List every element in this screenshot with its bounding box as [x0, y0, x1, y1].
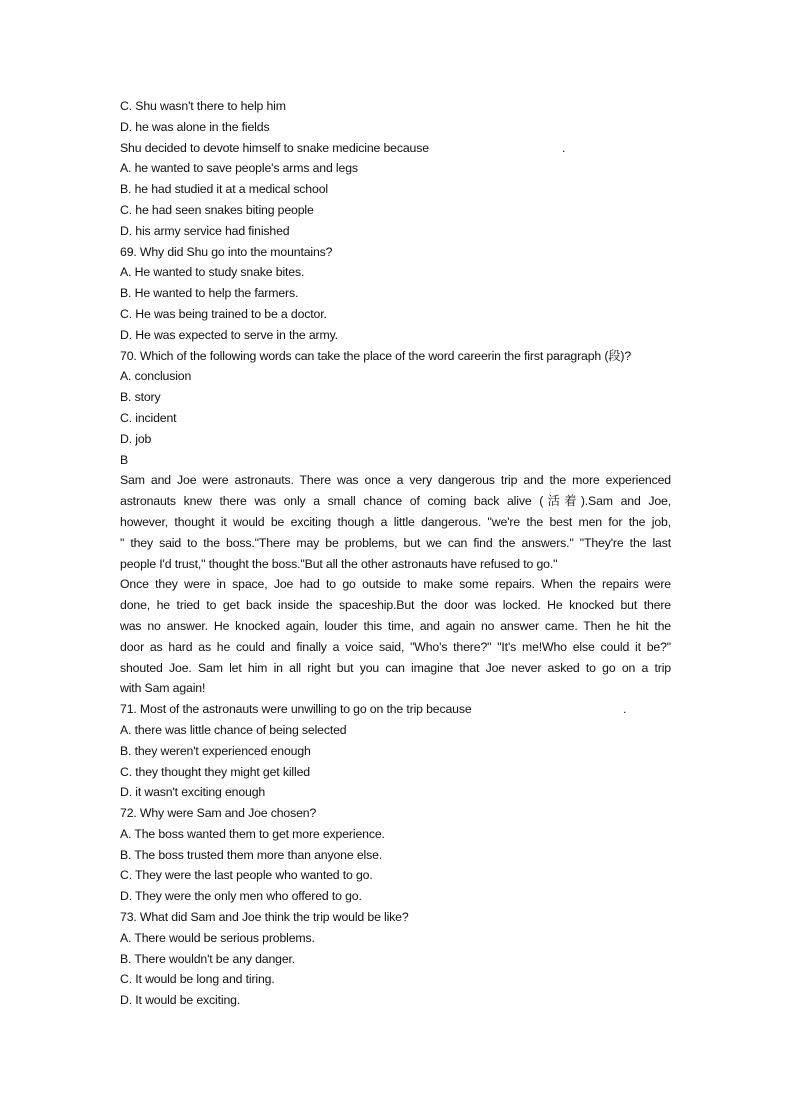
text-line [120, 304, 671, 325]
document-page [120, 96, 671, 1011]
text-line [120, 886, 671, 907]
line-text: D. job [120, 431, 152, 446]
text-line [120, 845, 671, 866]
text-line [120, 803, 671, 824]
line-text: C. They were the last people who wanted to go. [120, 868, 373, 883]
text-line [120, 158, 671, 179]
line-text: D. he was alone in the fields [120, 119, 270, 134]
text-line [120, 408, 671, 429]
line-text: shouted Joe. Sam let him in all right but you can imagine that Joe never asked to go on a trip [120, 660, 671, 675]
line-text: with Sam again! [120, 681, 206, 696]
line-text: B [120, 452, 129, 467]
line-text: B. they weren't experienced enough [120, 743, 311, 758]
text-line [120, 138, 671, 159]
line-text: people I'd trust," thought the boss."But all the other astronauts have refused to go." [120, 556, 558, 571]
line-text: C. he had seen snakes biting people [120, 202, 314, 217]
text-line [120, 262, 671, 283]
line-text: C. He was being trained to be a doctor. [120, 306, 327, 321]
text-line [120, 221, 671, 242]
line-text: C. they thought they might get killed [120, 764, 310, 779]
text-line [120, 96, 671, 117]
line-text: B. story [120, 390, 161, 405]
text-line [120, 824, 671, 845]
line-text: " they said to the boss."There may be problems, but we can find the answers." "They're the last [120, 535, 671, 550]
line-text: D. it wasn't exciting enough [120, 785, 266, 800]
text-line [120, 179, 671, 200]
line-text: A. There would be serious problems. [120, 930, 315, 945]
line-text: Once they were in space, Joe had to go outside to make some repairs. When the repairs were [120, 577, 671, 592]
line-text: 72. Why were Sam and Joe chosen? [120, 806, 317, 821]
line-text: 73. What did Sam and Joe think the trip would be like? [120, 910, 409, 925]
text-line [120, 470, 671, 491]
line-text: done, he tried to get back inside the spaceship.But the door was locked. He knocked but there [120, 598, 671, 613]
text-line [120, 637, 671, 658]
text-line [120, 969, 671, 990]
text-line [120, 678, 671, 699]
line-text: Shu decided to devote himself to snake medicine because [120, 140, 429, 155]
line-text: 69. Why did Shu go into the mountains? [120, 244, 333, 259]
text-line [120, 242, 671, 263]
text-line [120, 949, 671, 970]
text-line [120, 699, 671, 720]
text-line [120, 450, 671, 471]
text-line [120, 928, 671, 949]
line-text: A. he wanted to save people's arms and legs [120, 161, 358, 176]
text-line [120, 865, 671, 886]
text-line [120, 512, 671, 533]
text-line [120, 595, 671, 616]
line-text: however, thought it would be exciting though a little dangerous. "we're the best men for the job, [120, 514, 671, 529]
line-text: B. he had studied it at a medical school [120, 182, 328, 197]
text-line [120, 533, 671, 554]
line-text: D. He was expected to serve in the army. [120, 327, 338, 342]
line-text: D. his army service had finished [120, 223, 290, 238]
text-line [120, 574, 671, 595]
text-line [120, 366, 671, 387]
text-line [120, 616, 671, 637]
text-line [120, 741, 671, 762]
line-text: B. There wouldn't be any danger. [120, 951, 296, 966]
line-text: astronauts knew there was only a small chance of coming back alive (活着).Sam and Joe, [120, 494, 671, 509]
text-line [120, 429, 671, 450]
text-line [120, 387, 671, 408]
text-line [120, 658, 671, 679]
text-line [120, 720, 671, 741]
line-text: B. The boss trusted them more than anyone else. [120, 847, 383, 862]
text-line [120, 491, 671, 512]
line-text: Sam and Joe were astronauts. There was once a very dangerous trip and the more experienced [120, 473, 671, 488]
line-text: 70. Which of the following words can take the place of the word careerin the first paragraph (段)? [120, 348, 632, 363]
line-text: D. It would be exciting. [120, 993, 241, 1008]
line-text: 71. Most of the astronauts were unwilling to go on the trip because [120, 702, 472, 717]
text-line [120, 762, 671, 783]
line-text: C. Shu wasn't there to help him [120, 99, 286, 113]
text-line [120, 990, 671, 1011]
line-text: was no answer. He knocked again, louder this time, and again no answer came. Then he hit the [120, 618, 671, 633]
text-line [120, 907, 671, 928]
line-text: B. He wanted to help the farmers. [120, 286, 299, 301]
text-line [120, 200, 671, 221]
line-text: A. The boss wanted them to get more experience. [120, 826, 385, 841]
line-text: D. They were the only men who offered to go. [120, 889, 362, 904]
line-text: A. conclusion [120, 369, 192, 384]
text-line [120, 554, 671, 575]
text-line [120, 283, 671, 304]
blank-end-period: . [562, 140, 566, 155]
line-text: C. It would be long and tiring. [120, 972, 275, 987]
blank-end-period: . [623, 702, 627, 717]
text-line [120, 117, 671, 138]
line-text: A. there was little chance of being selected [120, 722, 347, 737]
line-text: door as hard as he could and finally a voice said, "Who's there?" "It's me!Who else could it be?" [120, 639, 671, 654]
line-text: A. He wanted to study snake bites. [120, 265, 305, 280]
text-line [120, 325, 671, 346]
text-line [120, 346, 671, 367]
text-line [120, 782, 671, 803]
line-text: C. incident [120, 410, 177, 425]
